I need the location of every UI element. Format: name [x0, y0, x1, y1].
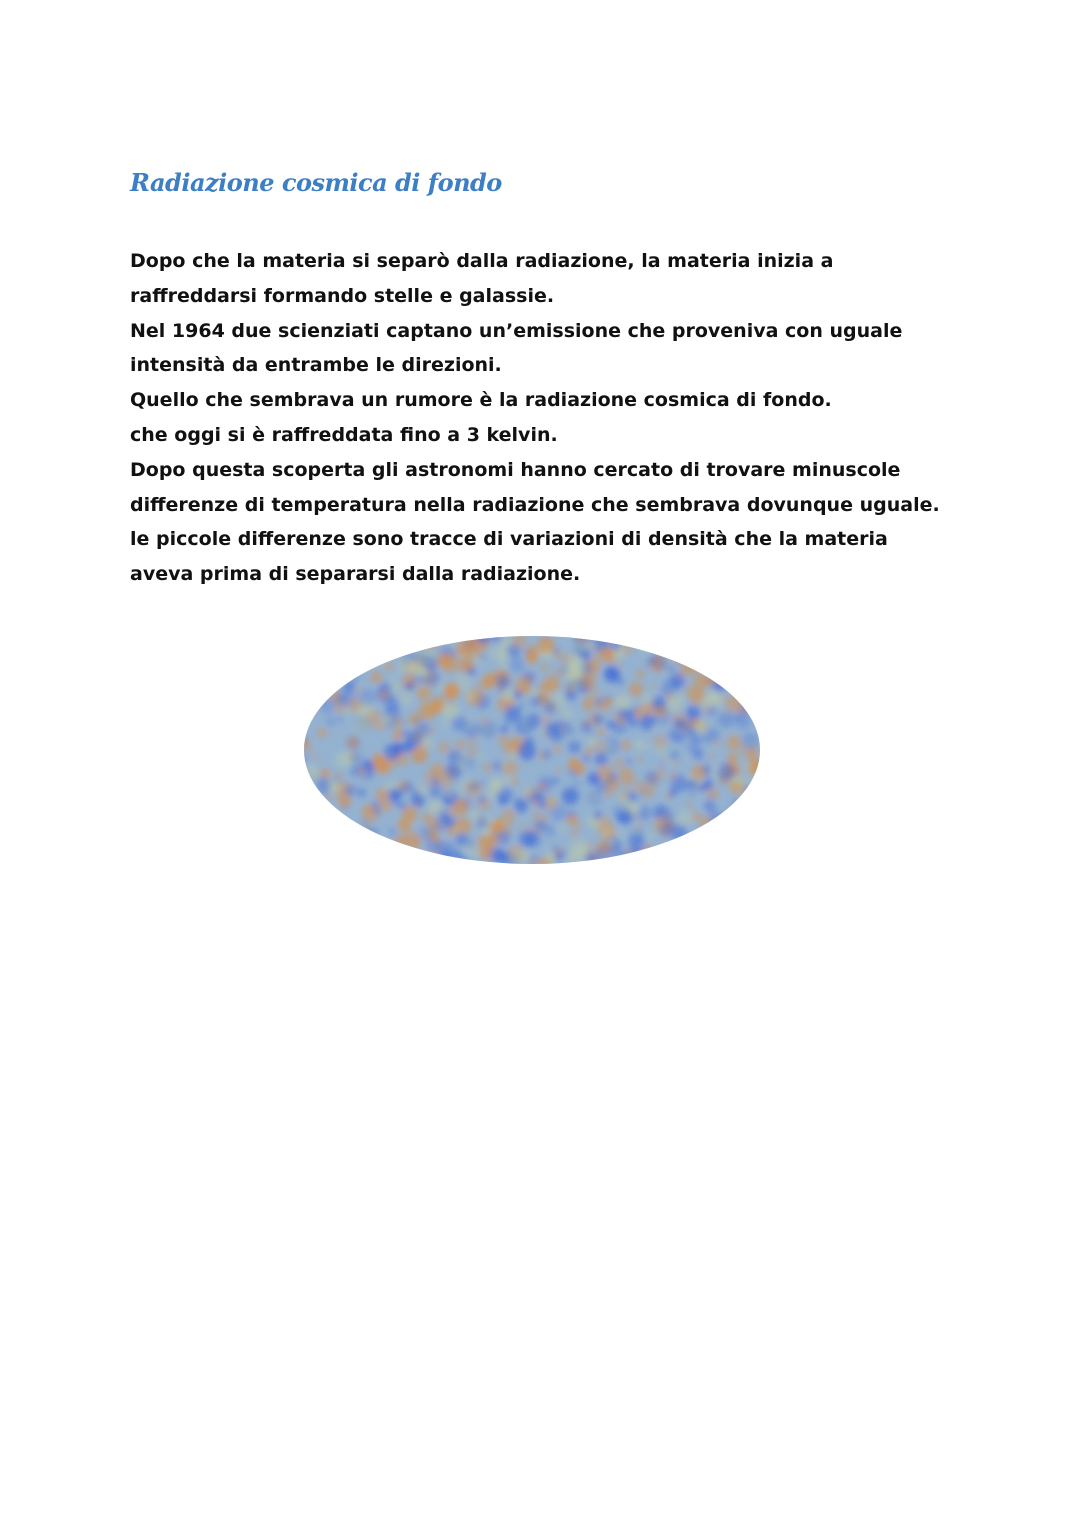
cmb-map-image: [302, 634, 762, 866]
cmb-speckle: [338, 847, 355, 864]
cmb-speckle: [736, 801, 745, 810]
cmb-speckle: [402, 849, 406, 853]
cmb-speckle: [360, 655, 370, 665]
cmb-speckle: [744, 801, 754, 811]
cmb-speckle: [710, 823, 720, 833]
cmb-speckle: [326, 647, 331, 652]
cmb-speckle: [713, 823, 727, 837]
cmb-speckle: [380, 847, 395, 862]
cmb-speckle: [702, 657, 718, 673]
cmb-speckle: [380, 649, 389, 658]
cmb-speckle: [377, 838, 385, 846]
cmb-speckle: [323, 680, 329, 686]
cmb-speckle: [379, 634, 396, 650]
cmb-speckle: [334, 838, 348, 852]
cmb-speckle: [706, 835, 720, 849]
cmb-speckle: [740, 818, 757, 835]
cmb-speckle: [687, 643, 704, 660]
cmb-speckle: [732, 654, 742, 664]
cmb-speckle: [749, 841, 762, 856]
cmb-speckle: [418, 634, 426, 642]
cmb-speckle: [683, 650, 690, 657]
cmb-speckle: [321, 635, 336, 650]
cmb-speckle: [317, 663, 333, 679]
cmb-speckle: [617, 857, 628, 866]
cmb-speckle: [723, 634, 738, 645]
cmb-speckle: [663, 637, 671, 645]
cmb-speckle: [725, 637, 736, 648]
cmb-speckle: [306, 836, 324, 854]
cmb-speckle: [733, 656, 745, 668]
cmb-speckle: [332, 687, 337, 692]
cmb-speckle: [350, 833, 358, 841]
cmb-speckle: [736, 847, 750, 861]
cmb-speckle: [744, 811, 758, 825]
cmb-speckle: [681, 855, 685, 859]
cmb-speckle: [626, 636, 633, 643]
cmb-speckle: [348, 856, 356, 864]
cmb-speckle: [324, 634, 338, 644]
cmb-speckle: [700, 857, 717, 866]
cmb-speckle: [750, 651, 755, 656]
cmb-speckle: [416, 634, 429, 647]
cmb-speckle: [685, 653, 696, 664]
cmb-speckle: [679, 646, 690, 657]
cmb-speckle: [702, 634, 710, 641]
cmb-speckle: [714, 820, 725, 831]
cmb-speckle: [742, 835, 751, 844]
cmb-speckle: [690, 635, 707, 652]
cmb-speckle: [690, 634, 707, 650]
page-title: Radiazione cosmica di fondo: [130, 168, 502, 197]
cmb-speckle: [748, 822, 759, 833]
cmb-speckle: [738, 657, 750, 669]
cmb-speckle: [746, 683, 762, 699]
cmb-speckle: [700, 641, 716, 657]
cmb-speckle: [757, 807, 762, 815]
text-line: intensità da entrambe le direzioni.: [130, 354, 502, 377]
cmb-speckle: [395, 856, 402, 863]
cmb-speckle: [752, 798, 762, 813]
cmb-speckle: [385, 850, 395, 860]
cmb-speckle: [743, 815, 749, 821]
cmb-speckle: [302, 848, 318, 865]
cmb-speckle: [382, 845, 394, 857]
cmb-speckle: [379, 845, 393, 859]
cmb-speckle: [345, 634, 351, 638]
cmb-speckle: [318, 652, 327, 661]
cmb-speckle: [678, 647, 695, 664]
cmb-speckle: [733, 642, 745, 654]
cmb-speckle: [723, 682, 730, 689]
cmb-speckle: [751, 683, 758, 690]
cmb-speckle: [305, 697, 314, 706]
text-line: differenze di temperatura nella radiazione che sembrava dovunque uguale.: [130, 493, 940, 516]
cmb-speckle: [334, 653, 350, 669]
body-paragraph: [130, 244, 950, 592]
cmb-speckle: [748, 645, 762, 659]
cmb-speckle: [302, 816, 317, 834]
text-line: Dopo questa scoperta gli astronomi hanno cercato di trovare minuscole: [130, 458, 901, 481]
cmb-speckle: [695, 841, 708, 854]
cmb-speckle: [321, 809, 331, 819]
cmb-speckle: [320, 840, 325, 845]
cmb-speckle: [369, 848, 381, 860]
cmb-speckle: [380, 637, 385, 642]
cmb-speckle: [315, 844, 320, 849]
cmb-speckle: [329, 654, 342, 667]
cmb-speckle: [302, 781, 307, 789]
cmb-speckle: [748, 634, 762, 643]
cmb-speckle: [318, 824, 332, 838]
cmb-speckle: [747, 847, 755, 855]
cmb-speckle: [718, 814, 731, 827]
cmb-speckle: [315, 856, 330, 866]
cmb-speckle: [341, 825, 356, 840]
cmb-speckle: [403, 640, 410, 647]
cmb-speckle: [744, 800, 758, 814]
cmb-speckle: [308, 694, 316, 702]
cmb-speckle: [691, 642, 697, 648]
cmb-speckle: [310, 704, 318, 712]
cmb-speckle: [675, 841, 685, 851]
cmb-speckle: [344, 662, 350, 668]
cmb-speckle: [711, 651, 717, 657]
cmb-speckle: [673, 646, 688, 661]
text-line: le piccole differenze sono tracce di variazioni di densità che la materia: [130, 528, 888, 551]
cmb-speckle: [302, 680, 309, 692]
cmb-speckle: [302, 635, 307, 641]
cmb-speckle: [724, 809, 741, 826]
cmb-speckle: [739, 661, 756, 678]
cmb-speckle: [330, 658, 345, 673]
cmb-speckle: [316, 634, 327, 644]
cmb-speckle: [360, 841, 366, 847]
cmb-speckle: [738, 821, 747, 830]
cmb-map-graphic: [302, 634, 762, 866]
cmb-speckle: [718, 650, 728, 660]
cmb-speckle: [318, 649, 329, 660]
cmb-speckle: [333, 829, 340, 836]
cmb-speckle: [730, 678, 743, 691]
cmb-speckle: [720, 825, 728, 833]
cmb-speckle: [302, 654, 318, 670]
cmb-speckle: [722, 672, 730, 680]
cmb-speckle: [742, 851, 754, 863]
cmb-speckle: [731, 858, 735, 862]
cmb-speckle: [689, 636, 707, 654]
cmb-speckle: [386, 855, 392, 861]
cmb-speckle: [735, 664, 752, 681]
cmb-speckle: [302, 649, 313, 667]
cmb-speckle: [302, 796, 314, 812]
cmb-speckle: [683, 647, 694, 658]
cmb-speckle: [324, 812, 342, 830]
cmb-speckle: [318, 849, 324, 855]
cmb-speckle: [758, 675, 762, 680]
cmb-speckle: [714, 821, 730, 837]
cmb-speckle: [323, 831, 334, 842]
cmb-speckle: [743, 808, 758, 823]
cmb-speckle: [327, 847, 335, 855]
cmb-speckle: [305, 854, 311, 860]
cmb-speckle: [744, 693, 758, 707]
cmb-speckle: [724, 824, 738, 838]
cmb-speckle: [303, 669, 314, 680]
cmb-speckle: [317, 860, 323, 866]
text-line: che oggi si è raffreddata fino a 3 kelvin.: [130, 423, 558, 446]
text-line: Nel 1964 due scienziati captano un’emissione che proveniva con uguale: [130, 319, 903, 342]
text-line: raffreddarsi formando stelle e galassie.: [130, 284, 555, 307]
cmb-speckle: [750, 834, 762, 849]
cmb-speckle: [740, 686, 755, 701]
cmb-speckle: [587, 634, 598, 640]
cmb-speckle: [696, 836, 714, 854]
cmb-speckle: [672, 859, 680, 866]
cmb-speckle: [358, 634, 373, 649]
cmb-speckle: [722, 646, 734, 658]
cmb-speckle: [660, 859, 664, 863]
text-line: Dopo che la materia si separò dalla radiazione, la materia inizia a: [130, 250, 834, 272]
cmb-speckle: [386, 856, 402, 866]
cmb-speckle: [385, 851, 398, 864]
cmb-speckle: [318, 834, 322, 838]
cmb-speckle: [320, 812, 326, 818]
cmb-speckle: [340, 827, 349, 836]
cmb-speckle: [344, 858, 350, 864]
cmb-speckle: [330, 828, 342, 840]
text-line: aveva prima di separarsi dalla radiazione.: [130, 563, 581, 586]
cmb-speckle: [308, 662, 322, 676]
cmb-speckle: [722, 844, 727, 849]
cmb-speckle: [700, 650, 709, 659]
cmb-speckle: [307, 852, 321, 866]
cmb-speckle: [353, 835, 362, 844]
cmb-speckle: [708, 654, 725, 671]
cmb-speckle: [302, 783, 310, 796]
cmb-speckle: [734, 812, 751, 829]
cmb-speckle: [757, 677, 762, 684]
cmb-speckle: [646, 848, 657, 859]
cmb-speckle: [324, 829, 333, 838]
cmb-speckle: [741, 850, 754, 863]
cmb-speckle: [686, 652, 699, 665]
cmb-speckle: [755, 653, 760, 658]
cmb-speckle: [707, 665, 716, 674]
cmb-speckle: [746, 809, 761, 824]
cmb-speckle: [302, 792, 313, 808]
cmb-speckle: [326, 648, 338, 660]
cmb-speckle: [673, 650, 685, 662]
cmb-speckle: [733, 648, 739, 654]
cmb-speckle: [414, 852, 426, 864]
cmb-speckle: [698, 839, 708, 849]
cmb-speckle: [635, 634, 643, 638]
cmb-speckle: [721, 814, 739, 832]
cmb-speckle: [739, 844, 745, 850]
cmb-speckle: [709, 667, 713, 671]
cmb-speckle: [316, 849, 327, 860]
cmb-speckle: [313, 803, 326, 816]
cmb-speckle: [633, 634, 646, 641]
cmb-speckle: [738, 660, 751, 673]
cmb-speckle: [730, 813, 735, 818]
cmb-speckle: [723, 644, 738, 659]
cmb-speckle: [363, 634, 376, 644]
cmb-speckle: [728, 651, 740, 663]
cmb-speckle: [715, 842, 726, 853]
cmb-speckle: [753, 811, 763, 822]
cmb-speckle: [733, 820, 745, 832]
text-line: Quello che sembrava un rumore è la radiazione cosmica di fondo.: [130, 389, 832, 412]
cmb-speckle: [348, 652, 355, 659]
cmb-speckle: [410, 639, 416, 645]
